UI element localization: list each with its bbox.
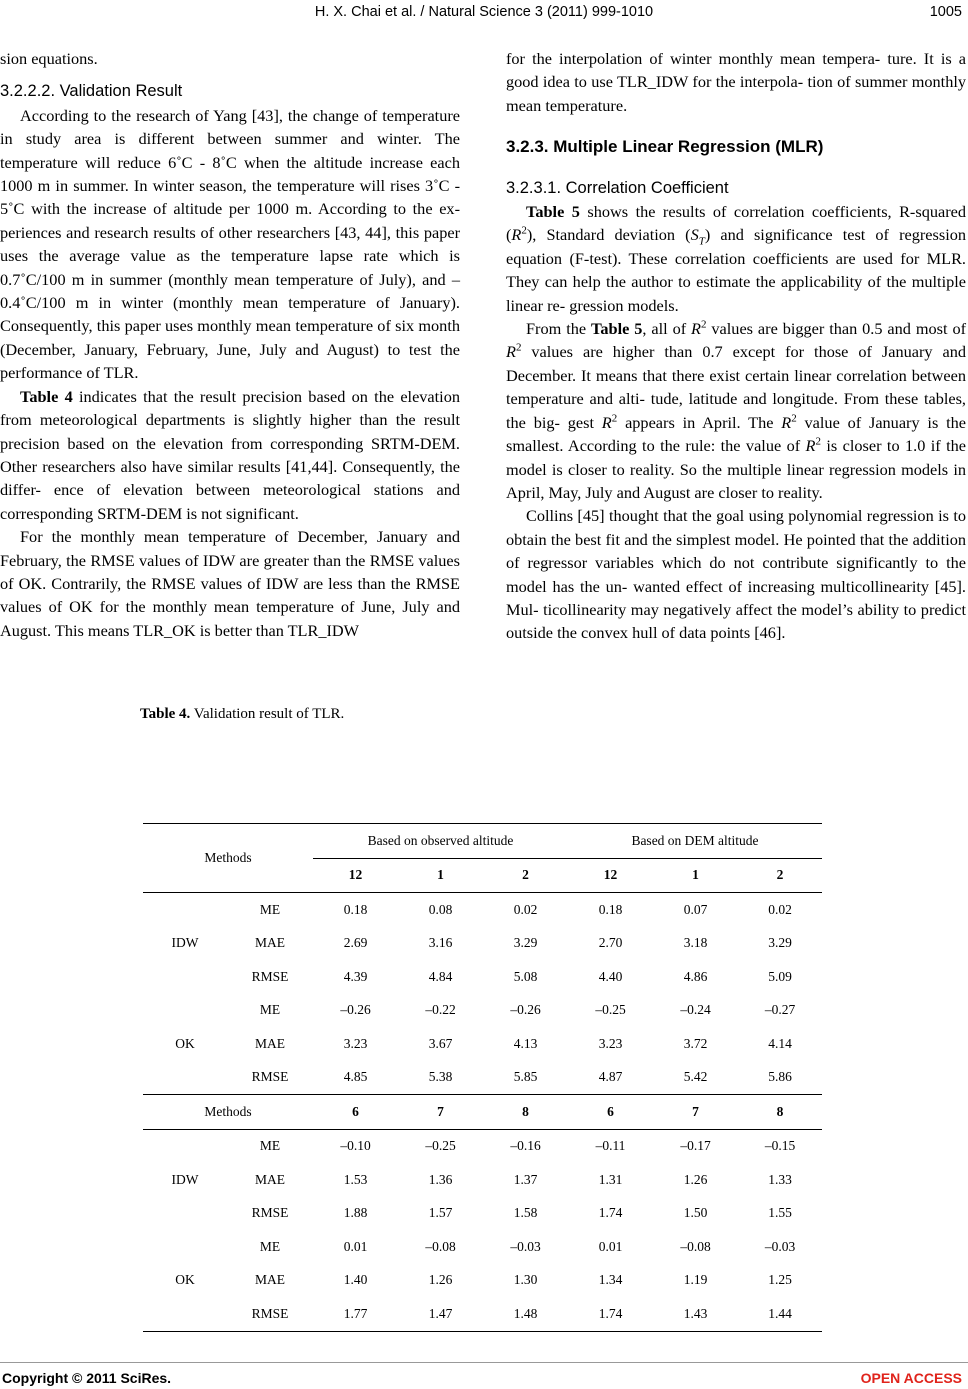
metric-label: MAE <box>255 1272 285 1288</box>
table-data-row <box>143 994 822 1028</box>
caption-label: Table 4. <box>140 706 191 722</box>
group-header-observed: Based on observed altitude <box>313 824 568 859</box>
symbol-r: R <box>511 225 522 245</box>
value-cell: 1.55 <box>768 1205 792 1221</box>
value-cell: 1.34 <box>598 1272 623 1288</box>
value-cell: 1.53 <box>343 1171 368 1187</box>
value-cell: 1.50 <box>683 1205 708 1221</box>
value-cell: 5.86 <box>768 1069 792 1085</box>
value-cell: –0.03 <box>510 1238 541 1254</box>
value-cell: 5.09 <box>768 968 792 984</box>
text-run: is closer to 1.0 if the model is closer to reality. So the multiple linear regression models in April, May, July and August are closer to reality. <box>506 436 966 502</box>
text-run: values are higher than 0.7 except for those of January and December. It means that there exist certain linear correlation between temperature and alti- tude, latitude and longitude. From these tables, the big- gest <box>506 342 966 432</box>
value-cell: –0.16 <box>510 1138 541 1154</box>
table-body <box>143 824 822 1332</box>
value-cell: 3.23 <box>343 1035 368 1051</box>
table-data-row <box>143 960 822 994</box>
value-cell: 1.40 <box>343 1272 368 1288</box>
text-run: , all of <box>642 319 692 339</box>
value-cell: –0.27 <box>764 1002 796 1018</box>
running-title: H. X. Chai et al. / Natural Science 3 (2011) 999-1010 <box>314 4 654 20</box>
value-cell: 1.44 <box>768 1305 792 1321</box>
caption-text: Validation result of TLR. <box>190 706 345 722</box>
open-access-label: OPEN ACCESS <box>860 1370 962 1386</box>
paragraph-table4-ref <box>0 385 460 525</box>
paragraph-correlation <box>506 200 966 317</box>
value-cell: 0.08 <box>428 901 453 917</box>
symbol-r: R <box>805 436 816 456</box>
month-header: 7 <box>437 1103 444 1119</box>
text-run: From the <box>526 319 592 339</box>
value-cell: 1.36 <box>428 1171 453 1187</box>
method-label: IDW <box>171 935 199 951</box>
value-cell: –0.26 <box>340 1002 371 1018</box>
month-header: 8 <box>776 1103 784 1119</box>
table-month-row <box>143 1095 822 1130</box>
value-cell: –0.03 <box>764 1238 796 1254</box>
month-header: 7 <box>692 1103 699 1119</box>
value-cell: 3.18 <box>683 935 708 951</box>
month-header: 2 <box>522 867 529 883</box>
value-cell: 1.58 <box>513 1205 538 1221</box>
metric-label: ME <box>259 1002 281 1018</box>
superscript: 2 <box>815 435 821 448</box>
value-cell: –0.17 <box>680 1138 711 1154</box>
table-data-row <box>143 893 822 927</box>
month-header: 1 <box>437 867 444 883</box>
metric-label: RMSE <box>251 1069 289 1085</box>
method-label: OK <box>175 1035 195 1051</box>
section-heading-3-2-3: 3.2.3. Multiple Linear Regression (MLR) <box>506 137 824 157</box>
value-cell: 1.30 <box>513 1272 538 1288</box>
section-heading-3-2-3-1: 3.2.3.1. Correlation Coefficient <box>506 178 729 197</box>
month-header: 12 <box>348 867 363 883</box>
table-data-row <box>143 1129 822 1163</box>
value-cell: 4.40 <box>598 968 623 984</box>
value-cell: 0.18 <box>343 901 368 917</box>
table-data-row <box>143 1163 822 1197</box>
value-cell: 0.01 <box>343 1238 368 1254</box>
value-cell: –0.10 <box>340 1138 371 1154</box>
month-header: 1 <box>692 867 699 883</box>
table-data-row <box>143 1264 822 1298</box>
symbol-r: R <box>781 412 792 432</box>
value-cell: –0.24 <box>680 1002 711 1018</box>
value-cell: 4.85 <box>343 1069 368 1085</box>
value-cell: 1.47 <box>428 1305 453 1321</box>
section-heading-3-2-2-2: 3.2.2.2. Validation Result <box>0 82 183 101</box>
value-cell: 4.87 <box>598 1069 623 1085</box>
value-cell: 5.85 <box>513 1069 538 1085</box>
month-header: 6 <box>607 1103 614 1119</box>
method-label: OK <box>175 1272 195 1288</box>
value-cell: 1.25 <box>768 1272 792 1288</box>
value-cell: 3.67 <box>428 1035 453 1051</box>
metric-label: ME <box>259 901 281 917</box>
table-data-row <box>143 1230 822 1264</box>
metric-label: MAE <box>255 935 285 951</box>
value-cell: 1.33 <box>768 1171 792 1187</box>
footer-rule <box>0 1362 968 1363</box>
value-cell: –0.08 <box>425 1238 456 1254</box>
value-cell: 2.69 <box>343 935 368 951</box>
text-run: appears in April. The <box>617 412 782 432</box>
value-cell: 0.01 <box>598 1238 623 1254</box>
month-header: 2 <box>776 867 784 883</box>
value-cell: 0.18 <box>598 901 623 917</box>
group-header-dem: Based on DEM altitude <box>568 824 822 859</box>
value-cell: 2.70 <box>598 935 623 951</box>
left-column <box>0 47 460 642</box>
value-cell: 1.74 <box>598 1305 623 1321</box>
metric-label: RMSE <box>251 968 289 984</box>
superscript: 2 <box>791 412 797 425</box>
methods-header: Methods <box>204 850 252 865</box>
paragraph-continuation: for the interpolation of winter monthly mean tempera- ture. It is a good idea to use TLR_IDW for the interpola- tion of summer monthly mean temperature. <box>506 49 966 115</box>
method-label: IDW <box>171 1171 199 1187</box>
superscript: 2 <box>521 225 527 238</box>
running-header <box>0 4 968 24</box>
value-cell: 0.02 <box>768 901 792 917</box>
month-header: 8 <box>522 1103 529 1119</box>
text-run: values are bigger than 0.5 and most of <box>706 319 966 339</box>
value-cell: 5.08 <box>513 968 538 984</box>
symbol-s: S <box>690 225 699 245</box>
methods-header: Methods <box>204 1103 252 1119</box>
paragraph-rmse: For the monthly mean temperature of December, January and February, the RMSE values of IDW are greater than the RMSE values of OK. Contrarily, the RMSE values of IDW are less than the RMSE values of OK for the monthly mean temperature of June, July and August. This means TLR_OK is better than TLR_IDW <box>0 527 460 640</box>
table-4-reference: Table 4 <box>20 386 73 406</box>
copyright-notice: Copyright © 2011 SciRes. <box>2 1370 172 1386</box>
table-data-row <box>143 1297 822 1331</box>
superscript: 2 <box>701 318 707 331</box>
text-run: value of January is the smallest. According to the rule: the value of <box>506 412 966 456</box>
table-data-row <box>143 1197 822 1231</box>
table-data-row <box>143 927 822 961</box>
value-cell: 1.57 <box>428 1205 453 1221</box>
metric-label: MAE <box>255 1171 285 1187</box>
text-run: ) and significance test of regression equation (F-test). These correlation coefficients are used for MLR. They can help the author to estimate the applicability of the multiple linear re- gression models. <box>506 225 966 315</box>
value-cell: 1.43 <box>683 1305 708 1321</box>
value-cell: 1.48 <box>513 1305 538 1321</box>
value-cell: 4.39 <box>343 968 368 984</box>
value-cell: –0.25 <box>595 1002 626 1018</box>
value-cell: –0.25 <box>425 1138 456 1154</box>
value-cell: 5.42 <box>683 1069 708 1085</box>
paragraph-text: indicates that the result precision based on the elevation from meteorological departments is slightly higher than the result precision based on the elevation from corresponding SRTM-DEM. Other researchers also have similar results [41,44]. Consequently, the differ- ence of elevation between meteorological stations and corresponding SRTM-DEM is not significant. <box>0 386 460 523</box>
value-cell: –0.08 <box>680 1238 711 1254</box>
right-column <box>506 47 966 645</box>
value-cell: 1.31 <box>598 1171 623 1187</box>
metric-label: RMSE <box>251 1205 289 1221</box>
value-cell: 1.19 <box>683 1272 708 1288</box>
value-cell: 4.84 <box>428 968 453 984</box>
table-header-row <box>143 824 822 859</box>
superscript: 2 <box>611 412 618 425</box>
value-cell: 1.88 <box>343 1205 368 1221</box>
text-run: ), Standard deviation ( <box>526 225 691 245</box>
value-cell: 5.38 <box>428 1069 453 1085</box>
page-number: 1005 <box>929 4 962 20</box>
paragraph-lapse-rate: According to the research of Yang [43], the change of temperature in study area is different between summer and winter. The temperature will reduce 6˚C - 8˚C when the altitude increase each 1000 m in summer. In winter season, the temperature will rises 3˚C - 5˚C with the increase of altitude per 1000 m. According to the ex- periences and research results of other researchers [43, 44], this paper uses the average value as the temperature lapse rate which is 0.7˚C/100 m in summer (monthly mean temperature of July), and –0.4˚C/100 m in winter (monthly mean temperature of January). Consequently, this paper uses monthly mean temperature of six month (December, January, February, June, July and August) to test the performance of TLR. <box>0 105 460 383</box>
month-header: 6 <box>352 1103 359 1119</box>
value-cell: 1.26 <box>683 1171 708 1187</box>
value-cell: –0.15 <box>764 1138 796 1154</box>
table-data-row <box>143 1027 822 1061</box>
value-cell: 4.14 <box>768 1035 792 1051</box>
metric-label: ME <box>259 1238 281 1254</box>
value-cell: 3.23 <box>598 1035 623 1051</box>
value-cell: 1.74 <box>598 1205 623 1221</box>
value-cell: 3.29 <box>768 935 792 951</box>
symbol-r: R <box>601 412 612 432</box>
paragraph-r-squared <box>506 317 966 504</box>
paragraph-collins: Collins [45] thought that the goal using polynomial regression is to obtain the best fit and the simplest model. He pointed that the addition of regressor variables which do not contribute significantly to the model has the un- wanted effect of increasing multicollinearity [45]. Mul- ticollinearity may negatively affect the model’s ability to predict outside the convex hull of data points [46]. <box>506 506 966 643</box>
metric-label: ME <box>259 1138 281 1154</box>
symbol-r: R <box>506 342 516 362</box>
value-cell: 0.02 <box>513 901 538 917</box>
value-cell: 4.86 <box>683 968 708 984</box>
table-5-reference: Table 5 <box>526 202 580 222</box>
table-5-reference: Table 5 <box>591 319 643 339</box>
value-cell: 1.77 <box>343 1305 368 1321</box>
text-run: shows the results of correlation coefficients, R-squared ( <box>506 202 966 245</box>
value-cell: 3.72 <box>683 1035 708 1051</box>
metric-label: MAE <box>255 1035 285 1051</box>
value-cell: 3.16 <box>428 935 453 951</box>
value-cell: 4.13 <box>513 1035 538 1051</box>
value-cell: 1.37 <box>513 1171 538 1187</box>
symbol-r: R <box>691 319 701 339</box>
value-cell: –0.11 <box>595 1138 626 1154</box>
month-header: 12 <box>603 867 618 883</box>
subscript-t: T <box>698 235 705 248</box>
value-cell: 0.07 <box>683 901 708 917</box>
value-cell: –0.22 <box>425 1002 456 1018</box>
metric-label: RMSE <box>251 1305 289 1321</box>
table-4 <box>143 823 822 1332</box>
value-cell: –0.26 <box>510 1002 541 1018</box>
table-4-caption <box>140 706 344 723</box>
superscript: 2 <box>515 342 522 355</box>
value-cell: 3.29 <box>513 935 538 951</box>
paragraph-continuation: sion equations. <box>0 49 98 68</box>
value-cell: 1.26 <box>428 1272 453 1288</box>
table-data-row <box>143 1061 822 1095</box>
